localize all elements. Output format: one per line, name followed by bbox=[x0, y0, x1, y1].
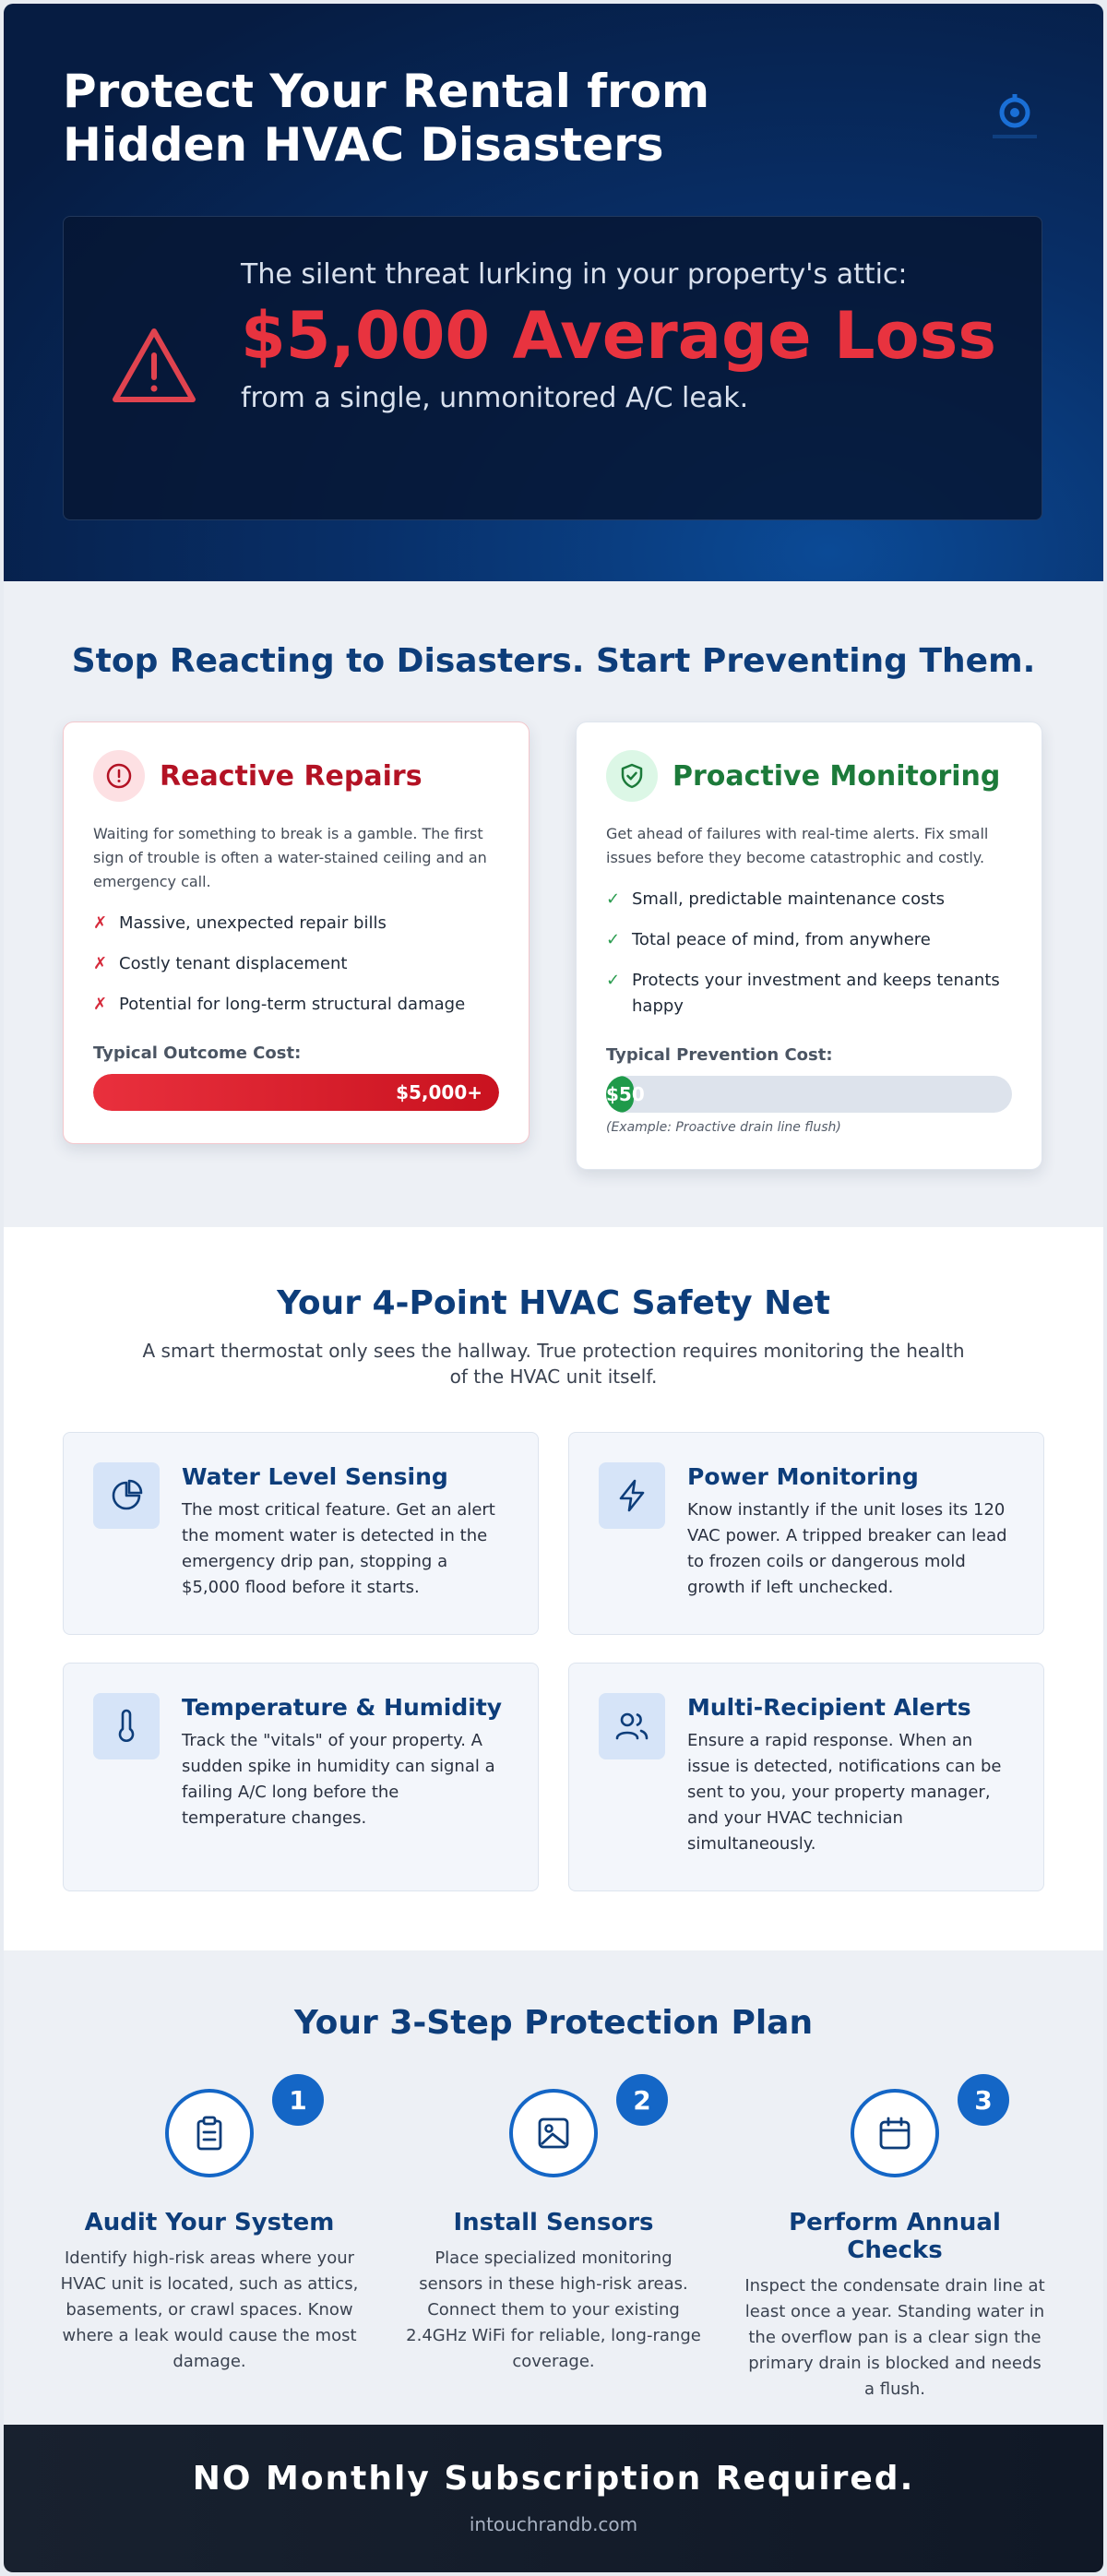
list-item: ✗ Potential for long-term structural damage bbox=[93, 992, 499, 1018]
step-description: Inspect the condensate drain line at least once a year. Standing water in the overflow pan is a clear sign the primary drain is blocked and needs a flush. bbox=[744, 2276, 1045, 2399]
feature-description: Ensure a rapid response. When an issue is detected, notifications can be sent to you, your property manager, and your HVAC technician simultaneously. bbox=[687, 1731, 1002, 1854]
average-loss-headline: $5,000 Average Loss bbox=[241, 298, 997, 374]
outcome-cost-label: Typical Outcome Cost: bbox=[93, 1044, 302, 1063]
alert-circle-icon bbox=[93, 750, 145, 802]
feature-title: Water Level Sensing bbox=[182, 1463, 448, 1490]
warning-triangle-icon bbox=[110, 326, 198, 405]
clipboard-icon bbox=[165, 2084, 307, 2177]
hero-title: Protect Your Rental from Hidden HVAC Disasters bbox=[63, 65, 710, 172]
safety-net-subtitle: A smart thermostat only sees the hallway. True protection requires monitoring the health of the HVAC unit itself. bbox=[142, 1340, 965, 1388]
pie-chart-icon bbox=[93, 1462, 160, 1529]
calendar-icon bbox=[851, 2084, 993, 2177]
safety-net-section bbox=[4, 1227, 1103, 1950]
footer-website-link[interactable]: intouchrandb.com bbox=[469, 2513, 638, 2535]
shield-check-icon bbox=[606, 750, 658, 802]
comparison-section bbox=[4, 581, 1103, 1227]
check-icon: ✓ bbox=[606, 930, 621, 949]
step-number-badge: 2 bbox=[616, 2074, 668, 2126]
reactive-repairs-card bbox=[63, 722, 530, 1144]
reactive-bullet-list bbox=[93, 911, 499, 1018]
step-description: Place specialized monitoring sensors in these high-risk areas. Connect them to your existing 2.4GHz WiFi for reliable, long-range coverage. bbox=[406, 2248, 701, 2371]
feature-description: The most critical feature. Get an alert the moment water is detected in the emergency drip pan, stopping a $5,000 flood before it starts. bbox=[182, 1500, 495, 1597]
step-number-badge: 1 bbox=[272, 2074, 324, 2126]
step-install bbox=[401, 2084, 706, 2375]
prevention-cost-label: Typical Prevention Cost: bbox=[606, 1045, 833, 1065]
prevention-cost-bar bbox=[606, 1076, 1012, 1113]
thermometer-icon bbox=[93, 1693, 160, 1759]
outcome-cost-bar bbox=[93, 1074, 499, 1111]
prevention-cost-example: (Example: Proactive drain line flush) bbox=[606, 1120, 841, 1135]
brand-logo bbox=[987, 89, 1042, 144]
image-icon bbox=[509, 2084, 651, 2177]
cross-icon: ✗ bbox=[93, 995, 108, 1014]
users-icon bbox=[599, 1693, 665, 1759]
feature-power-monitoring bbox=[568, 1432, 1044, 1635]
threat-outro-text: from a single, unmonitored A/C leak. bbox=[241, 382, 749, 414]
threat-intro-text: The silent threat lurking in your property's attic: bbox=[241, 258, 908, 291]
step-description: Identify high-risk areas where your HVAC unit is located, such as attics, basements, or crawl spaces. Know where a leak would cause the most damage. bbox=[60, 2248, 359, 2371]
feature-temperature-humidity bbox=[63, 1663, 539, 1891]
check-icon: ✓ bbox=[606, 971, 621, 990]
lightning-icon bbox=[599, 1462, 665, 1529]
step-annual-checks bbox=[743, 2084, 1047, 2403]
reactive-card-title: Reactive Repairs bbox=[160, 759, 423, 793]
feature-description: Track the "vitals" of your property. A sudden spike in humidity can signal a failing A/C long before the temperature changes. bbox=[182, 1731, 495, 1828]
feature-description: Know instantly if the unit loses its 120 VAC power. A tripped breaker can lead to frozen coils or dangerous mold growth if left unchecked. bbox=[687, 1500, 1007, 1597]
protection-plan-section bbox=[4, 1950, 1103, 2425]
feature-title: Multi-Recipient Alerts bbox=[687, 1694, 971, 1721]
outcome-cost-value: $5,000+ bbox=[396, 1081, 482, 1103]
proactive-bullet-list bbox=[606, 887, 1012, 1020]
list-item: ✓ Total peace of mind, from anywhere bbox=[606, 927, 1012, 953]
list-item: ✓ Small, predictable maintenance costs bbox=[606, 887, 1012, 912]
feature-title: Power Monitoring bbox=[687, 1463, 919, 1490]
feature-title: Temperature & Humidity bbox=[182, 1694, 503, 1721]
infographic-page bbox=[4, 4, 1103, 2572]
step-number-badge: 3 bbox=[958, 2074, 1009, 2126]
step-audit bbox=[57, 2084, 362, 2375]
prevention-cost-value: $50 bbox=[606, 1083, 645, 1105]
check-icon: ✓ bbox=[606, 889, 621, 909]
hero-section bbox=[4, 4, 1103, 581]
list-item: ✓ Protects your investment and keeps tenants happy bbox=[606, 968, 1012, 1020]
step-title: Install Sensors bbox=[453, 2209, 654, 2236]
proactive-card-title: Proactive Monitoring bbox=[673, 759, 1001, 793]
comparison-title: Stop Reacting to Disasters. Start Preventing Them. bbox=[71, 642, 1036, 680]
footer-headline: NO Monthly Subscription Required. bbox=[192, 2460, 915, 2498]
threat-callout bbox=[63, 216, 1042, 520]
footer bbox=[4, 2425, 1103, 2572]
feature-water-level bbox=[63, 1432, 539, 1635]
cross-icon: ✗ bbox=[93, 913, 108, 933]
list-item: ✗ Massive, unexpected repair bills bbox=[93, 911, 499, 936]
proactive-card-description: Get ahead of failures with real-time alerts. Fix small issues before they become catastrophic and costly. bbox=[606, 825, 989, 866]
reactive-card-description: Waiting for something to break is a gamble. The first sign of trouble is often a water-stained ceiling and an emergency call. bbox=[93, 825, 487, 890]
list-item: ✗ Costly tenant displacement bbox=[93, 951, 499, 977]
proactive-monitoring-card bbox=[576, 722, 1042, 1170]
protection-plan-title: Your 3-Step Protection Plan bbox=[293, 2004, 814, 2042]
cross-icon: ✗ bbox=[93, 954, 108, 973]
safety-net-title: Your 4-Point HVAC Safety Net bbox=[277, 1284, 830, 1322]
step-title: Audit Your System bbox=[84, 2209, 335, 2236]
step-title: Perform Annual Checks bbox=[789, 2209, 1001, 2264]
feature-multi-recipient-alerts bbox=[568, 1663, 1044, 1891]
